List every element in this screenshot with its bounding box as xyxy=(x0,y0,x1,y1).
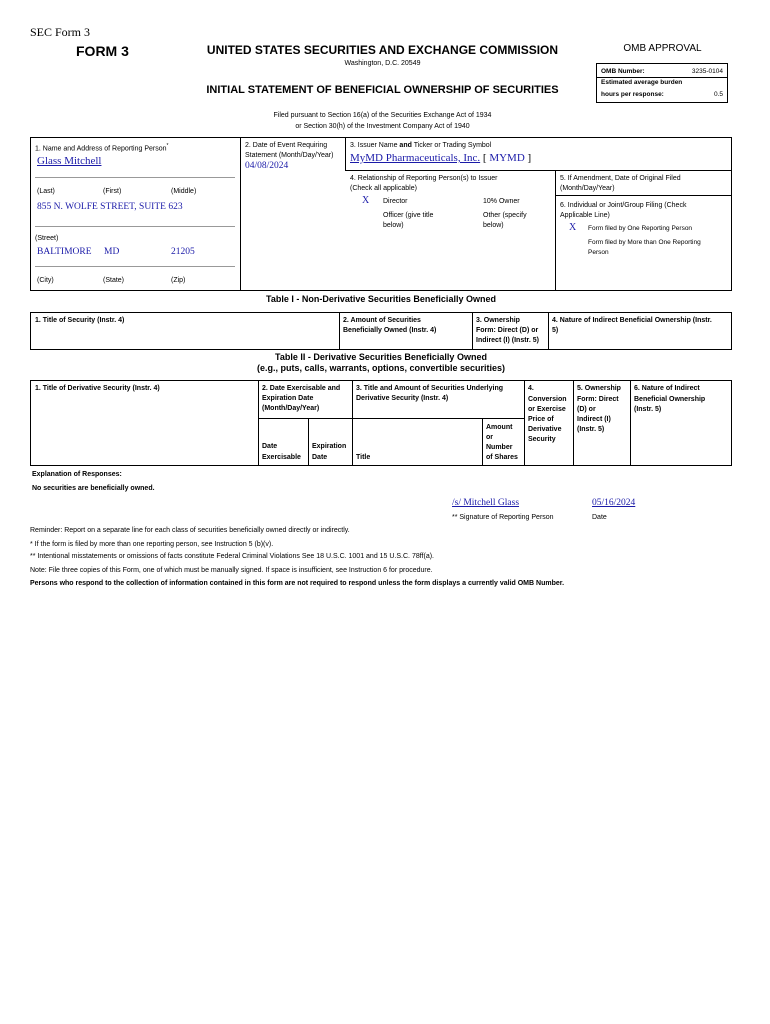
signature-date: 05/16/2024 xyxy=(592,498,636,508)
table2-title-1: Table II - Derivative Securities Beneficially Owned xyxy=(275,352,487,362)
signature-value: /s/ Mitchell Glass xyxy=(452,498,520,508)
reminder-note: Reminder: Report on a separate line for each class of securities beneficially owned directly or indirectly. xyxy=(30,527,350,534)
table2-col5-line5: (Instr. 5) xyxy=(577,426,605,433)
box4-label-1: 4. Relationship of Reporting Person(s) to Issuer xyxy=(350,175,498,182)
zip-value: 21205 xyxy=(171,247,195,257)
box2-label-1: 2. Date of Event Requiring xyxy=(245,142,328,149)
table1-col3-line3: Indirect (I) (Instr. 5) xyxy=(476,337,540,344)
table2-sub-exp-2: Date xyxy=(312,454,328,461)
agency-title: UNITED STATES SECURITIES AND EXCHANGE COMMISSION xyxy=(206,43,559,57)
box6-label-2: Applicable Line) xyxy=(560,212,610,219)
officer-label-2: below) xyxy=(383,222,404,229)
table2-col5-line3: (D) or xyxy=(577,406,596,413)
reporting-person-name: Glass Mitchell xyxy=(37,155,102,167)
table2-col4-line2: Conversion xyxy=(528,396,567,403)
table2-col6-line2: Beneficial Ownership xyxy=(634,396,706,403)
omb-box xyxy=(596,63,728,103)
table2-col2-line2: Expiration Date xyxy=(262,395,314,402)
state-label: (State) xyxy=(103,277,125,284)
one-person-label: Form filed by One Reporting Person xyxy=(588,225,693,232)
star-note-1: * If the form is filed by more than one reporting person, see Instruction 5 (b)(v). xyxy=(30,541,274,548)
omb-burden-label-2: hours per response: xyxy=(601,91,664,98)
table2-col5-line1: 5. Ownership xyxy=(577,385,621,392)
box4-label-2: (Check all applicable) xyxy=(350,185,417,192)
state-value: MD xyxy=(104,247,120,257)
issuer-name: MyMD Pharmaceuticals, Inc. xyxy=(350,152,481,164)
omb-persons-note: Persons who respond to the collection of information contained in this form are not required to respond unless the form displays a currently valid OMB Number. xyxy=(30,580,565,587)
table2-col6-line3: (Instr. 5) xyxy=(634,406,662,413)
explanation-text: No securities are beneficially owned. xyxy=(32,485,155,492)
table1-title: Table I - Non-Derivative Securities Beneficially Owned xyxy=(266,294,496,304)
zip-label: (Zip) xyxy=(171,277,186,284)
event-date: 04/08/2024 xyxy=(245,161,289,171)
filed-line-2: or Section 30(h) of the Investment Company Act of 1940 xyxy=(295,123,470,130)
table2-col6-line1: 6. Nature of Indirect xyxy=(634,385,700,392)
omb-header: OMB APPROVAL xyxy=(623,43,702,54)
table2-title-2: (e.g., puts, calls, warrants, options, convertible securities) xyxy=(256,363,506,373)
table1-col1: 1. Title of Security (Instr. 4) xyxy=(35,317,125,324)
omb-number-value: 3235-0104 xyxy=(691,68,723,75)
table2-sub-date-2: Exercisable xyxy=(262,454,301,461)
street-label: (Street) xyxy=(35,235,59,242)
director-checkmark: X xyxy=(362,195,370,206)
table2-sub-date-1: Date xyxy=(262,443,278,450)
ticker-symbol: MYMD xyxy=(489,152,525,164)
table2-col2-line3: (Month/Day/Year) xyxy=(262,405,320,412)
middle-label: (Middle) xyxy=(171,188,197,195)
city-value: BALTIMORE xyxy=(37,247,92,257)
table2-col1: 1. Title of Derivative Security (Instr. 4) xyxy=(35,385,160,392)
box1-label: 1. Name and Address of Reporting Person* xyxy=(35,143,169,153)
table1-col2-line2: Beneficially Owned (Instr. 4) xyxy=(343,327,437,334)
last-label: (Last) xyxy=(37,188,55,195)
table1-col3-line2: Form: Direct (D) or xyxy=(476,327,539,334)
table2-col4-line5: Derivative xyxy=(528,426,562,433)
omb-burden-label-1: Estimated average burden xyxy=(601,79,683,86)
signature-label: ** Signature of Reporting Person xyxy=(452,514,554,521)
ten-pct-owner-label: 10% Owner xyxy=(483,198,520,205)
table2-sub-exp-1: Expiration xyxy=(312,443,347,450)
city-label: (City) xyxy=(37,277,54,284)
street-address: 855 N. WOLFE STREET, SUITE 623 xyxy=(37,202,183,212)
other-label-2: below) xyxy=(483,222,504,229)
form-title: FORM 3 xyxy=(76,43,129,59)
table1-col3-line1: 3. Ownership xyxy=(476,317,520,324)
box5-label-1: 5. If Amendment, Date of Original Filed xyxy=(560,175,681,182)
one-person-checkmark: X xyxy=(569,222,577,233)
explanation-label: Explanation of Responses: xyxy=(32,471,122,478)
issuer-line: MyMD Pharmaceuticals, Inc. [ MYMD ] xyxy=(350,152,532,164)
box6-label-1: 6. Individual or Joint/Group Filing (Check xyxy=(560,202,687,209)
file-copies-note: Note: File three copies of this Form, one of which must be manually signed. If space is insufficient, see Instruction 6 for procedure. xyxy=(30,567,433,574)
omb-burden-value: 0.5 xyxy=(713,91,723,98)
more-persons-label-2: Person xyxy=(588,249,609,256)
star-note-2: ** Intentional misstatements or omissions of facts constitute Federal Criminal Violations See 18 U.S.C. 1001 and 15 U.S.C. 78ff(a). xyxy=(30,553,434,560)
table2-col4-line3: or Exercise xyxy=(528,406,566,413)
table2-sub-amount-4: of Shares xyxy=(486,454,518,461)
table2-sub-amount-3: Number xyxy=(486,444,513,451)
box5-label-2: (Month/Day/Year) xyxy=(560,185,615,192)
omb-number-label: OMB Number: xyxy=(601,68,645,75)
table2-sub-amount-2: or xyxy=(486,434,493,441)
table2-sub-amount-1: Amount xyxy=(486,424,513,431)
table2-col3-line2: Derivative Security (Instr. 4) xyxy=(356,395,449,402)
table2-col2-line1: 2. Date Exercisable and xyxy=(262,385,341,392)
table2-col4-line6: Security xyxy=(528,436,556,443)
box3-label: 3. Issuer Name and Ticker or Trading Symbol xyxy=(350,142,492,149)
table2-col3-line1: 3. Title and Amount of Securities Underlying xyxy=(356,385,504,392)
table2-col4-line4: Price of xyxy=(528,416,554,423)
table1-col2-line1: 2. Amount of Securities xyxy=(343,317,421,324)
signature-date-label: Date xyxy=(592,514,607,521)
box2-label-2: Statement (Month/Day/Year) xyxy=(245,152,334,159)
filed-line-1: Filed pursuant to Section 16(a) of the Securities Exchange Act of 1934 xyxy=(273,112,492,119)
table1-col4-line1: 4. Nature of Indirect Beneficial Ownership (Instr. xyxy=(552,317,712,324)
first-label: (First) xyxy=(103,188,122,195)
table2-col5-line2: Form: Direct xyxy=(577,396,619,403)
doc-label: SEC Form 3 xyxy=(30,25,91,39)
table1-col4-line2: 5) xyxy=(552,327,559,334)
table2-col5-line4: Indirect (I) xyxy=(577,416,611,423)
other-label-1: Other (specify xyxy=(483,212,527,219)
agency-location: Washington, D.C. 20549 xyxy=(344,60,421,67)
officer-label-1: Officer (give title xyxy=(383,212,434,219)
director-label: Director xyxy=(383,198,408,205)
table2-sub-title: Title xyxy=(356,454,371,461)
statement-title: INITIAL STATEMENT OF BENEFICIAL OWNERSHIP OF SECURITIES xyxy=(206,84,559,96)
more-persons-label-1: Form filed by More than One Reporting xyxy=(588,239,701,246)
table2-col4-line1: 4. xyxy=(528,385,534,392)
